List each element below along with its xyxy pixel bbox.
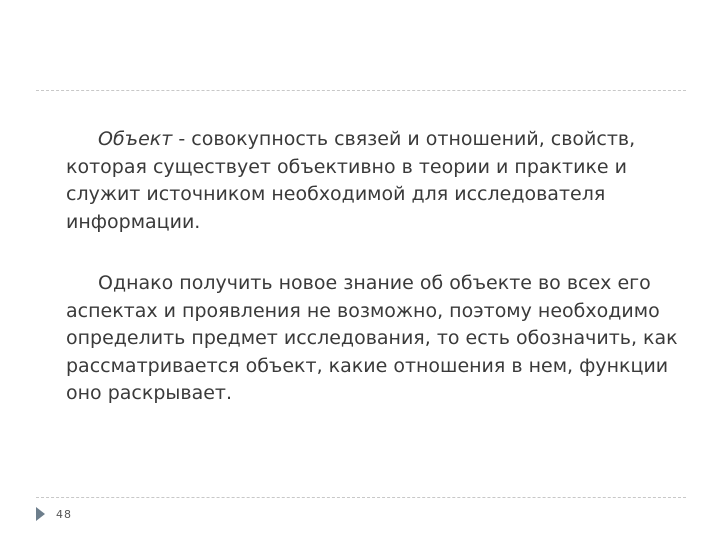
definition-paragraph — [66, 126, 686, 236]
definition-text: - совокупность связей и отношений, свойств, которая существует объективно в теории и практике и служит источником необходимой для исследователя информации. — [66, 128, 636, 233]
defined-term: Объект — [98, 128, 173, 150]
page-number: 48 — [56, 507, 72, 521]
triangle-bullet-icon — [36, 507, 45, 521]
top-divider — [36, 90, 686, 91]
explanation-paragraph: Однако получить новое знание об объекте во всех его аспектах и проявления не возможно, поэтому необходимо определить предмет исследования, то есть обозначить, как рассматривается объект, какие отношения в нем, функции оно раскрывает. — [66, 272, 678, 404]
slide-content — [66, 126, 686, 408]
bottom-divider — [36, 497, 686, 498]
slide-footer — [36, 505, 72, 523]
